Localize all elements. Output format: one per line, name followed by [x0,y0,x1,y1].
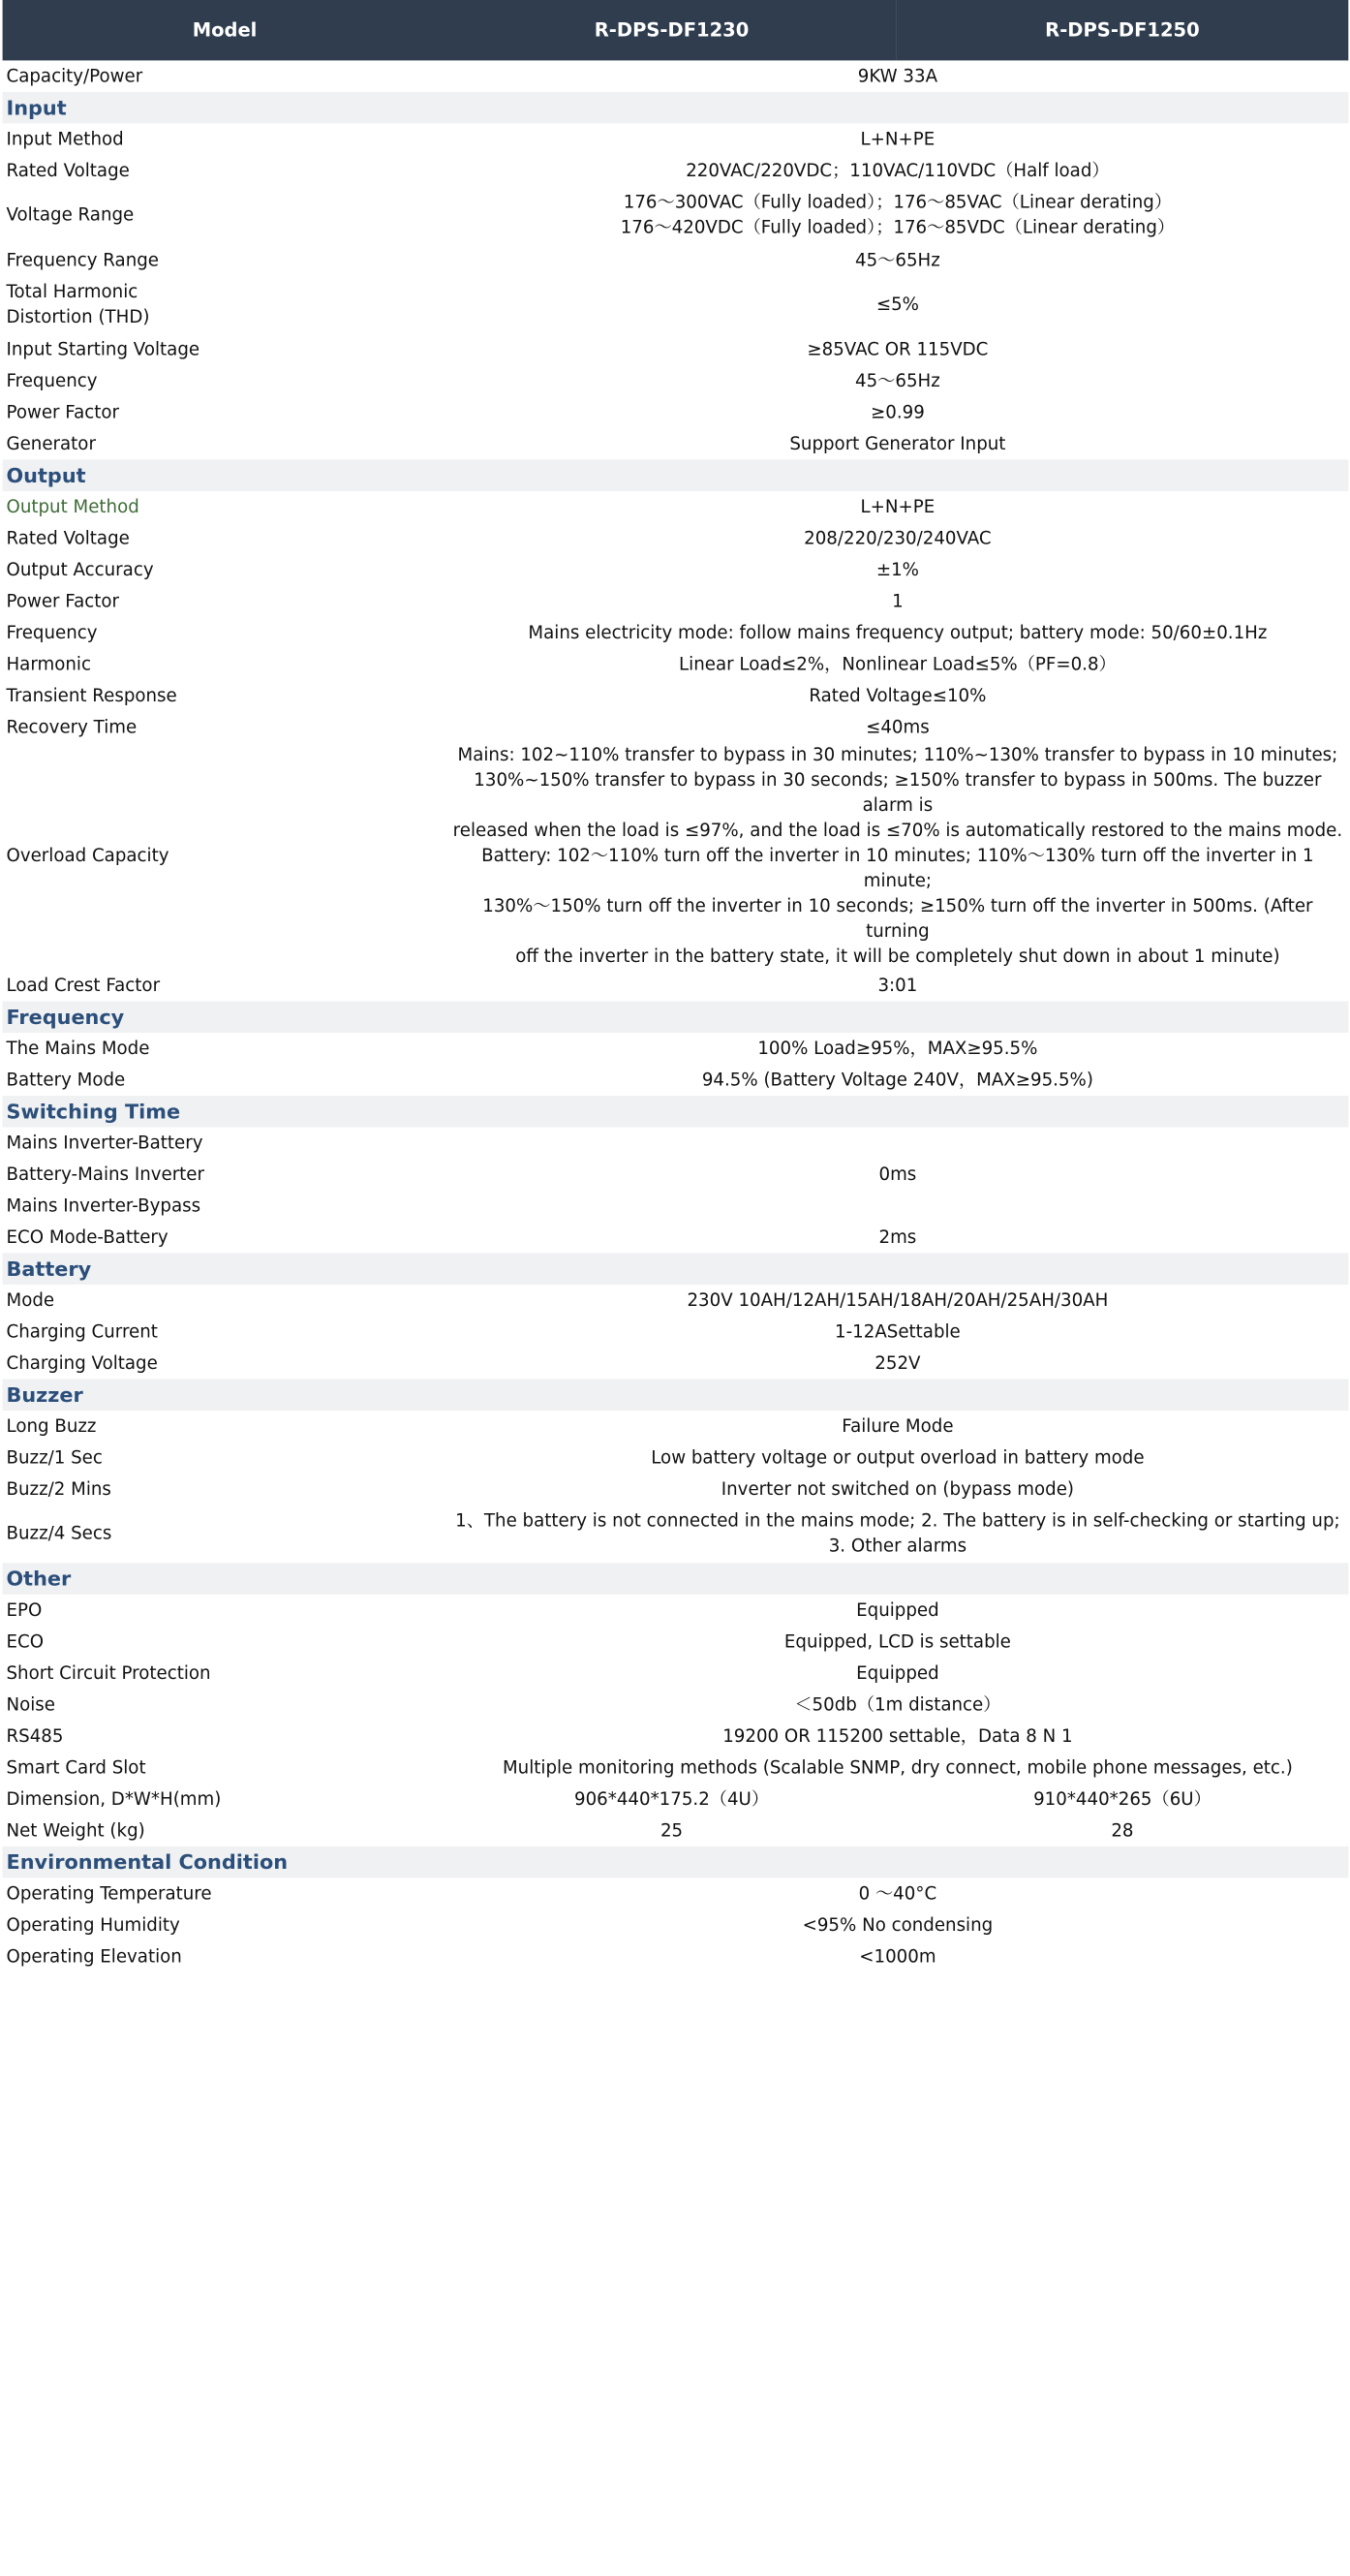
row-value: 2ms [878,1226,917,1248]
row-label: Buzz/1 Sec [6,1447,103,1469]
row-label: Load Crest Factor [6,975,161,996]
section-title: Environmental Condition [3,1847,1349,1878]
row-value: 1-12ASettable [835,1321,961,1343]
table-row [3,617,1349,649]
table-row [3,397,1349,428]
row-label: Harmonic [6,654,91,675]
row-label: Recovery Time [6,717,138,738]
table-row [3,276,1349,334]
row-value: Rated Voltage≤10% [809,685,987,706]
row-label: Output Accuracy [6,559,154,580]
row-value: Failure Mode [842,1415,954,1437]
table-row [3,491,1349,523]
row-label: Rated Voltage [6,160,130,181]
table-row [3,1815,1349,1847]
table-row [3,554,1349,586]
section-title: Input [3,92,1349,124]
table-row [3,1159,1349,1191]
row-value: Equipped [856,1662,939,1684]
table-header [3,0,1349,60]
section-row [3,1847,1349,1878]
row-value: Linear Load≤2%，Nonlinear Load≤5%（PF=0.8） [679,654,1117,675]
row-value: ±1% [875,559,919,580]
table-row [3,123,1349,155]
table-row [3,1658,1349,1690]
row-value: ≥85VAC OR 115VDC [807,339,989,360]
section-title: Output [3,459,1349,491]
row-value: 3:01 [877,975,918,996]
row-label: Operating Temperature [6,1883,212,1904]
row-label: Power Factor [6,402,120,423]
row-label: Long Buzz [6,1415,97,1437]
table-row [3,334,1349,366]
table-row [3,1065,1349,1097]
table-row [3,1721,1349,1753]
section-row [3,459,1349,491]
row-label: EPO [6,1599,43,1621]
row-value: ≤5% [875,295,919,315]
row-value: 910*440*265（6U） [1033,1788,1212,1810]
row-label: ECO Mode-Battery [6,1226,169,1248]
section-row [3,1563,1349,1595]
section-title: Battery [3,1254,1349,1286]
table-row [3,970,1349,1002]
table-body [3,60,1349,1971]
row-label: Mains Inverter-Bypass [6,1195,201,1217]
row-label: Output Method [6,496,139,517]
section-title: Switching Time [3,1096,1349,1128]
row-label: Capacity/Power [6,66,143,87]
row-label: Power Factor [6,591,120,612]
table-row [3,155,1349,187]
table-row [3,1285,1349,1317]
row-label: Charging Current [6,1321,158,1343]
row-label: Short Circuit Protection [6,1662,211,1684]
table-row [3,649,1349,681]
table-row [3,1443,1349,1474]
row-label: Rated Voltage [6,528,130,549]
row-value: 906*440*175.2（4U） [574,1788,770,1810]
table-row [3,1191,1349,1223]
row-value: ≥0.99 [871,402,925,423]
table-row [3,428,1349,460]
row-value: 28 [1111,1820,1134,1841]
row-label: Buzz/4 Secs [6,1524,112,1544]
row-label: Noise [6,1694,55,1715]
section-title: Frequency [3,1002,1349,1034]
row-value: Equipped, LCD is settable [783,1631,1011,1652]
row-value: 25 [660,1820,684,1841]
table-row [3,1878,1349,1909]
row-value: L+N+PE [860,129,936,150]
row-value: 9KW 33A [857,66,938,87]
section-row [3,1254,1349,1286]
row-value: Mains electricity mode: follow mains frequency output; battery mode: 50/60±0.1Hz [528,622,1268,643]
table-row [3,1128,1349,1160]
row-value: Support Generator Input [789,433,1006,454]
row-value: Inverter not switched on (bypass mode) [721,1478,1075,1500]
row-label: RS485 [6,1725,64,1747]
row-value: Mains: 102~110% transfer to bypass in 30 minutes; 110%~130% transfer to bypass in 10 minutes; 130%~150% transfer to bypass in 30 seconds; ≥150% transfer to bypass in 500ms. The buzzer alarm is released when the load is ≤97%, and the load is ≤70% is automatically restored to the mains mode. Battery: 102～110% turn off the inverter in 10 minutes; 110%～130% turn off the inverter in 1 minute; 130%～150% turn off the inverter in 10 seconds; ≥150% turn off the inverter in 500ms. (After turning off the inverter in the battery state, it will be completely shut down in about 1 minute) [452,745,1343,968]
row-value: 19200 OR 115200 settable，Data 8 N 1 [722,1725,1073,1747]
row-label: Mode [6,1289,55,1311]
section-title: Buzzer [3,1380,1349,1412]
row-label: Frequency [6,622,98,643]
table-row [3,1348,1349,1380]
table-row [3,365,1349,397]
row-value: 0 ～40°C [858,1883,937,1904]
table-row [3,1940,1349,1972]
row-value: <1000m [859,1946,936,1967]
table-row [3,712,1349,744]
row-value: 1、The battery is not connected in the mains mode; 2. The battery is in self-checking or starting up; 3. Other alarms [455,1511,1340,1557]
row-value: 45～65Hz [855,250,940,270]
spec-table [3,0,1349,1972]
row-label: Input Method [6,129,124,150]
row-label: ECO [6,1631,45,1652]
row-value: 0ms [878,1164,917,1185]
row-label: Input Starting Voltage [6,339,200,360]
row-value: 230V 10AH/12AH/15AH/18AH/20AH/25AH/30AH [687,1289,1109,1311]
row-label: Frequency Range [6,250,160,270]
table-row [3,1909,1349,1941]
table-row [3,1784,1349,1816]
row-label: Charging Voltage [6,1352,158,1374]
row-label: Operating Humidity [6,1914,180,1936]
row-value [446,1191,1348,1223]
row-value: Equipped [856,1599,939,1621]
table-row [3,244,1349,275]
table-row [3,1689,1349,1721]
table-row [3,1222,1349,1254]
row-label: Generator [6,433,96,454]
table-row [3,186,1349,244]
table-row [3,1033,1349,1065]
table-row [3,743,1349,970]
section-title: Other [3,1563,1349,1595]
row-value: ＜50db（1m distance） [794,1694,1001,1715]
row-label: Transient Response [6,685,177,706]
header-label: Model [3,0,447,60]
row-label: Net Weight (kg) [6,1820,145,1841]
row-value: <95% No condensing [802,1914,994,1936]
section-row [3,1380,1349,1412]
table-row [3,1752,1349,1784]
table-row [3,1626,1349,1658]
row-label: Operating Elevation [6,1946,182,1967]
row-value: 45～65Hz [855,370,940,391]
row-label: Smart Card Slot [6,1757,146,1778]
row-value: 176～300VAC（Fully loaded）；176～85VAC（Linear derating） 176～420VDC（Fully loaded）；176～85VDC（Linear derating） [620,192,1176,238]
header-model-1: R-DPS-DF1230 [446,0,896,60]
row-label: Battery Mode [6,1070,126,1091]
header-model-2: R-DPS-DF1250 [897,0,1349,60]
table-row [3,1411,1349,1443]
table-row [3,680,1349,712]
row-label: Mains Inverter-Battery [6,1133,203,1154]
section-row [3,92,1349,124]
table-row [3,586,1349,618]
row-label: Frequency [6,370,98,391]
row-value: 100% Load≥95%，MAX≥95.5% [757,1038,1038,1059]
row-label: Battery-Mains Inverter [6,1164,205,1185]
table-row [3,1505,1349,1564]
section-row [3,1002,1349,1034]
row-value: 94.5% (Battery Voltage 240V，MAX≥95.5%) [701,1070,1093,1091]
row-value: ≤40ms [866,717,930,738]
row-value [446,1128,1348,1160]
table-row [3,1474,1349,1505]
row-value: L+N+PE [860,496,936,517]
row-label: Total Harmonic Distortion (THD) [6,282,150,327]
table-row [3,60,1349,91]
section-row [3,1096,1349,1128]
row-value: 1 [892,591,904,612]
row-label: Dimension, D*W*H(mm) [6,1788,222,1810]
table-row [3,1595,1349,1627]
row-label: Overload Capacity [6,846,169,867]
table-row [3,1317,1349,1349]
row-label: Buzz/2 Mins [6,1478,111,1500]
row-value: Low battery voltage or output overload in battery mode [651,1447,1145,1469]
row-value: 208/220/230/240VAC [804,528,992,549]
row-label: The Mains Mode [6,1038,150,1059]
row-value: 252V [874,1352,921,1374]
row-value: Multiple monitoring methods (Scalable SNMP, dry connect, mobile phone messages, etc.) [502,1757,1293,1778]
row-value: 220VAC/220VDC；110VAC/110VDC（Half load） [686,160,1110,181]
row-label: Voltage Range [6,204,135,226]
table-row [3,523,1349,555]
